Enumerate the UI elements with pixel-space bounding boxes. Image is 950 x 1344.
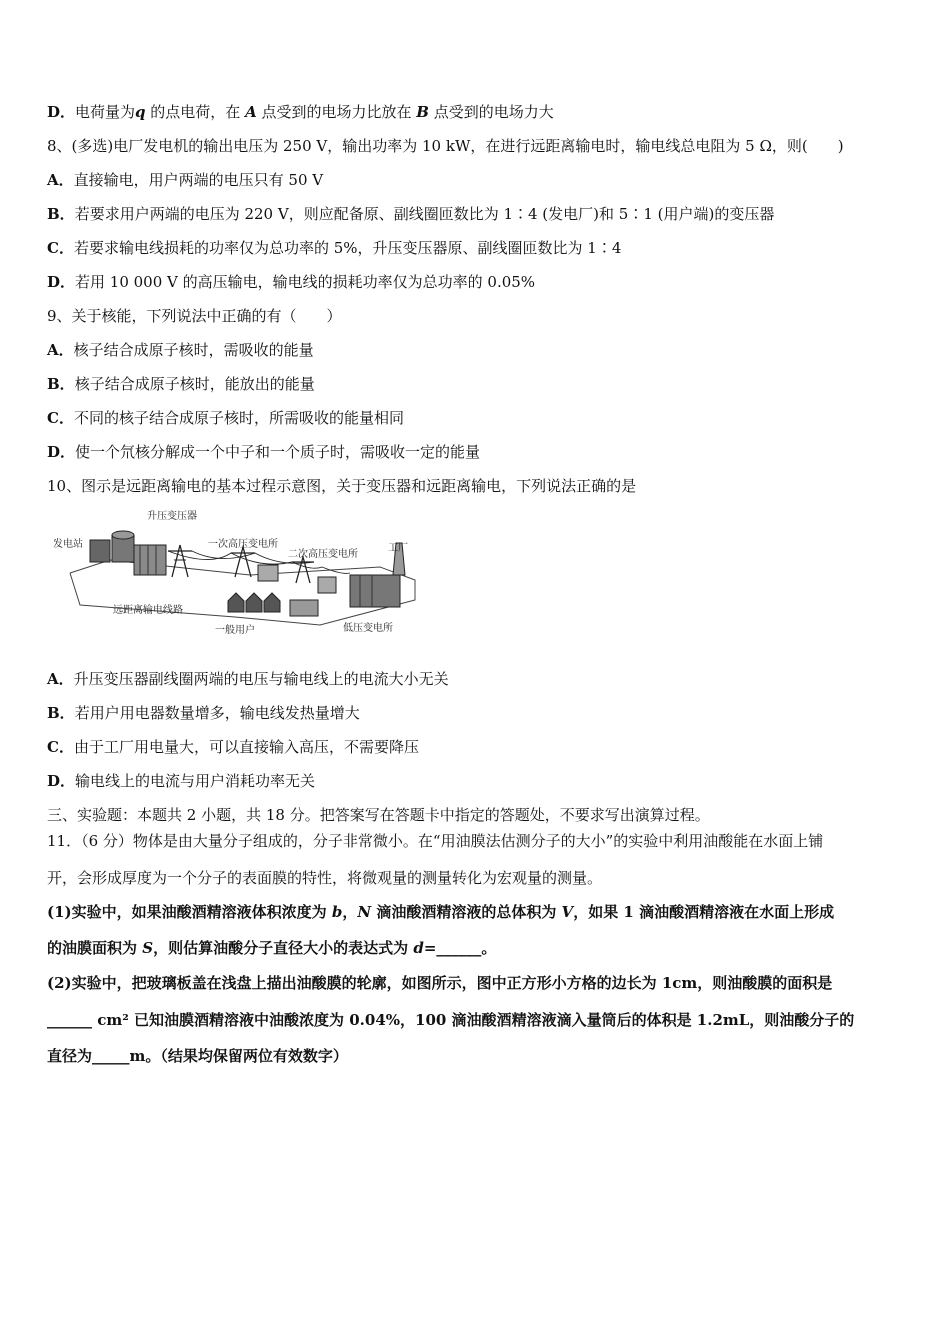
var-s: S (142, 939, 154, 957)
var-d: d (413, 939, 424, 957)
text: 滴油酸酒精溶液的总体积为 (371, 903, 562, 921)
substation-icon (258, 565, 278, 581)
text: (1)实验中，如果油酸酒精溶液体积浓度为 (47, 903, 332, 921)
q11-line2: 开，会形成厚度为一个分子的表面膜的特性，将微观量的测量转化为宏观量的测量。 (47, 869, 603, 887)
option-text: 直接输电，用户两端的电压只有 50 V (73, 171, 324, 189)
q8-option-d[interactable] (47, 272, 535, 292)
var-q: q (135, 103, 146, 121)
label-factory: 工厂 (388, 543, 408, 554)
q11-part1-line1 (47, 902, 834, 922)
option-label: D． (47, 103, 76, 121)
q8-option-b[interactable] (47, 204, 774, 224)
option-label: B． (47, 704, 75, 722)
option-text: 输电线上的电流与用户消耗功率无关 (75, 772, 316, 790)
option-label: C． (47, 409, 74, 427)
option-text: 升压变压器副线圈两端的电压与输电线上的电流大小无关 (73, 670, 449, 688)
houses-icon (228, 593, 280, 612)
option-d-prev (47, 102, 554, 122)
q10-stem: 10、图示是远距离输电的基本过程示意图，关于变压器和远距离输电，下列说法正确的是 (47, 477, 637, 495)
power-station-icon (90, 531, 166, 575)
option-text: 核子结合成原子核时，需吸收的能量 (73, 341, 314, 359)
q10-option-b[interactable] (47, 703, 360, 723)
text: ，如果 1 滴油酸酒精溶液在水面上形成 (573, 903, 835, 921)
transmission-tower-icon (168, 545, 192, 577)
answer-blank[interactable]: =______。 (423, 939, 497, 957)
q11-part2-line3[interactable]: 直径为_____m。（结果均保留两位有效数字） (47, 1047, 348, 1065)
option-text: 电荷量为 (75, 103, 136, 121)
option-label: B． (47, 205, 75, 223)
option-text: 若用 10 000 V 的高压输电，输电线的损耗功率仅为总功率的 0.05% (75, 273, 536, 291)
q11-part1-line2 (47, 938, 496, 958)
option-label: C． (47, 738, 74, 756)
option-text: 点受到的电场力大 (428, 103, 554, 121)
q8-stem: 8、(多选)电厂发电机的输出电压为 250 V，输出功率为 10 kW，在进行远距离输电时，输电线总电阻为 5 Ω，则( ) (47, 137, 844, 155)
q10-option-a[interactable] (47, 669, 449, 689)
label-users: 一般用户 (215, 625, 255, 636)
q11-part2-line2[interactable]: ______ cm² 已知油膜酒精溶液中油酸浓度为 0.04%，100 滴油酸酒精溶液滴入量筒后的体积是 1.2mL，则油酸分子的 (47, 1011, 855, 1029)
q9-option-a[interactable] (47, 340, 314, 360)
option-label: D． (47, 772, 76, 790)
q9-option-c[interactable] (47, 408, 404, 428)
option-label: A． (47, 670, 74, 688)
label-low-sub: 低压变电所 (343, 623, 393, 634)
option-text: 使一个氘核分解成一个中子和一个质子时，需吸收一定的能量 (75, 443, 481, 461)
option-text: 点受到的电场力比放在 (256, 103, 417, 121)
option-text: 若要求输电线损耗的功率仅为总功率的 5%，升压变压器原、副线圈匝数比为 1∶4 (73, 239, 622, 257)
q8-option-a[interactable] (47, 170, 323, 190)
q10-option-c[interactable] (47, 737, 419, 757)
var-n: N (357, 903, 372, 921)
q11-part2-line1: (2)实验中，把玻璃板盖在浅盘上描出油酸膜的轮廓，如图所示，图中正方形小方格的边长为 1cm，则油酸膜的面积是 (47, 974, 833, 992)
substation-icon (318, 577, 336, 593)
q9-option-d[interactable] (47, 442, 480, 462)
var-v: V (561, 903, 574, 921)
option-text: 由于工厂用电量大，可以直接输入高压，不需要降压 (73, 738, 419, 756)
q9-stem: 9、关于核能，下列说法中正确的有（ ） (47, 307, 342, 325)
q11-line1: 11．（6 分）物体是由大量分子组成的，分子非常微小。在“用油膜法估测分子的大小”的实验中利用油酸能在水面上铺 (47, 832, 824, 850)
section-heading: 三、实验题：本题共 2 小题，共 18 分。把答案写在答题卡中指定的答题处，不要求写出演算过程。 (47, 806, 710, 824)
option-label: D． (47, 273, 76, 291)
var-b: B (416, 103, 429, 121)
power-transmission-figure (50, 505, 420, 640)
option-label: B． (47, 375, 75, 393)
q10-option-d[interactable] (47, 771, 315, 791)
option-label: C． (47, 239, 74, 257)
low-substation-icon (290, 600, 318, 616)
label-second-sub: 二次高压变电所 (288, 549, 358, 560)
label-power-station: 发电站 (53, 539, 83, 550)
option-label: A． (47, 171, 74, 189)
q8-option-c[interactable] (47, 238, 621, 258)
option-text: 核子结合成原子核时，能放出的能量 (74, 375, 315, 393)
transmission-tower-icon (292, 557, 314, 583)
text: ，则估算油酸分子直径大小的表达式为 (153, 939, 414, 957)
label-step-up: 升压变压器 (147, 511, 197, 522)
var-a: A (245, 103, 257, 121)
label-first-sub: 一次高压变电所 (208, 539, 278, 550)
text: ， (342, 903, 358, 921)
q9-option-b[interactable] (47, 374, 315, 394)
option-text: 的点电荷，在 (145, 103, 246, 121)
transmission-tower-icon (231, 547, 255, 577)
option-label: A． (47, 341, 74, 359)
option-text: 若用户用电器数量增多，输电线发热量增大 (74, 704, 360, 722)
var-b: b (331, 903, 343, 921)
option-text: 不同的核子结合成原子核时，所需吸收的能量相同 (73, 409, 404, 427)
label-line: 远距离输电线路 (113, 605, 183, 616)
option-text: 若要求用户两端的电压为 220 V，则应配备原、副线圈匝数比为 1∶4 (发电厂)和 5∶1 (用户端)的变压器 (74, 205, 775, 223)
text: 的油膜面积为 (47, 939, 143, 957)
option-label: D． (47, 443, 76, 461)
